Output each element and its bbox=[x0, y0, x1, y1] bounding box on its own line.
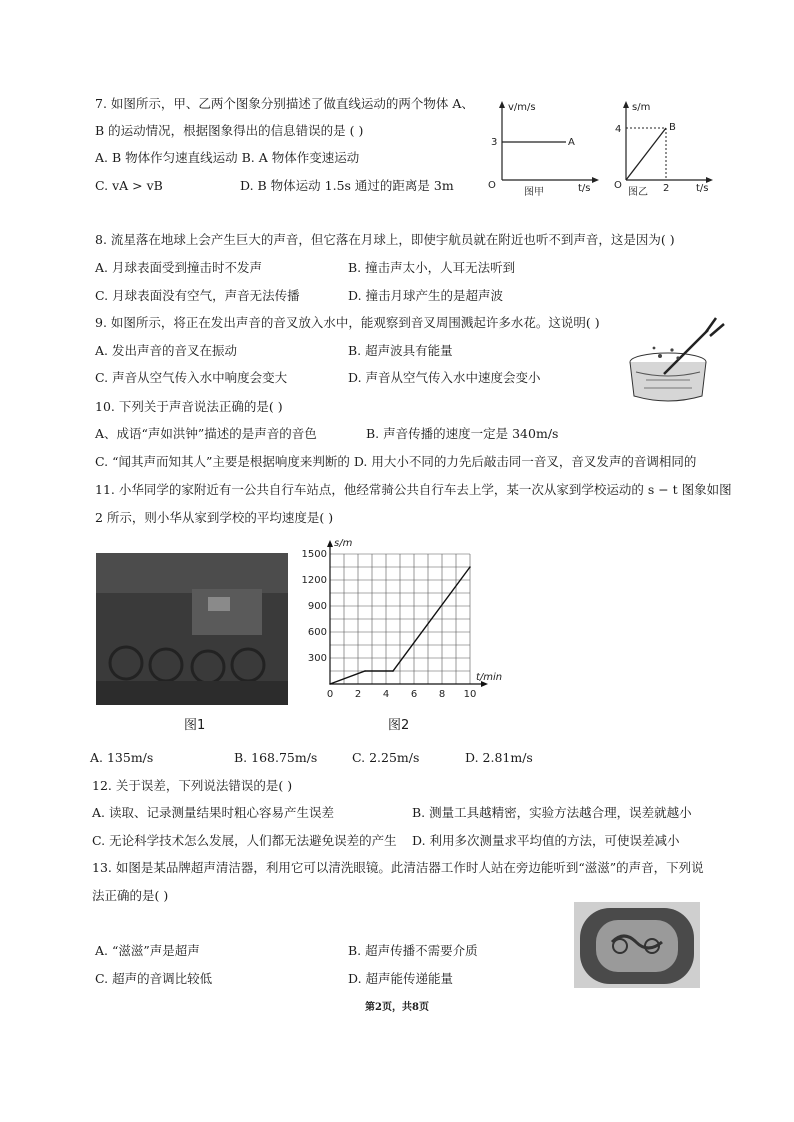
graph-jia-y-arrow bbox=[499, 101, 505, 108]
x-tick-label: 4 bbox=[382, 689, 390, 700]
st-data-point bbox=[392, 670, 394, 672]
st-data-point bbox=[469, 566, 471, 568]
graph-yi-line-b bbox=[626, 128, 666, 180]
q8-option-d: D. 撞击月球产生的是超声波 bbox=[348, 288, 504, 303]
graph-yi-caption: 图乙 bbox=[628, 187, 648, 198]
graph-yi-y-arrow bbox=[623, 101, 629, 108]
graph-jia-caption: 图甲 bbox=[524, 187, 544, 198]
graph-yi-point-label: B bbox=[669, 122, 676, 133]
q13-option-b: B. 超声传播不需要介质 bbox=[348, 943, 478, 958]
tuning-fork-prongs bbox=[706, 318, 724, 336]
st-data-point bbox=[364, 670, 366, 672]
q12-stem: 12. 关于误差，下列说法错误的是( ) bbox=[92, 778, 293, 793]
q11-stem-line1: 11. 小华同学的家附近有一公共自行车站点，他经常骑公共自行车去上学，某一次从家到学校运动的 s − t 图象如图 bbox=[95, 482, 732, 497]
beaker-body bbox=[630, 362, 706, 401]
x-tick-label: 0 bbox=[326, 689, 334, 700]
y-tick-label: 1500 bbox=[301, 549, 327, 560]
tuning-fork-water-illustration bbox=[620, 310, 730, 405]
page-footer: 第2页，共8页 bbox=[365, 1002, 429, 1013]
q13-option-d: D. 超声能传递能量 bbox=[348, 971, 454, 986]
graph-yi-ytick: 4 bbox=[615, 124, 622, 135]
q13-option-a: A. “滋滋”声是超声 bbox=[95, 943, 200, 958]
q7-option-d: D. B 物体运动 1.5s 通过的距离是 3m bbox=[240, 178, 454, 193]
q9-option-a: A. 发出声音的音叉在振动 bbox=[95, 343, 237, 358]
y-axis-label: s/m bbox=[334, 538, 353, 549]
graph-jia-xlabel: t/s bbox=[578, 183, 591, 194]
cleaner-tank bbox=[596, 920, 678, 972]
y-tick-label: 600 bbox=[307, 627, 327, 638]
q12-option-d: D. 利用多次测量求平均值的方法，可使误差减小 bbox=[412, 833, 680, 848]
q7-option-c: C. vA > vB bbox=[95, 178, 163, 193]
q8-stem: 8. 流星落在地球上会产生巨大的声音，但它落在月球上，即使宇航员就在附近也听不到声音，这是因为( ) bbox=[95, 232, 675, 247]
y-tick-label: 1200 bbox=[301, 575, 327, 586]
graph-jia-x-arrow bbox=[592, 177, 599, 183]
q12-option-a: A. 读取、记录测量结果时粗心容易产生误差 bbox=[92, 805, 334, 820]
q11-option-b: B. 168.75m/s bbox=[234, 750, 318, 765]
ultrasonic-cleaner-photo bbox=[574, 902, 700, 988]
bike-station-photo-art bbox=[96, 553, 288, 705]
q12-option-b: B. 测量工具越精密，实验方法越合理，误差就越小 bbox=[412, 805, 692, 820]
st-graph bbox=[300, 534, 503, 724]
q10-stem: 10. 下列关于声音说法正确的是( ) bbox=[95, 399, 283, 414]
graph-yi-origin: O bbox=[614, 180, 622, 191]
q8-option-a: A. 月球表面受到撞击时不发声 bbox=[95, 260, 262, 275]
splash-drop-1 bbox=[658, 354, 662, 358]
graph-jia-line-label: A bbox=[568, 137, 575, 148]
q9-option-c: C. 声音从空气传入水中响度会变大 bbox=[95, 370, 288, 385]
q7-stem-line1: 7. 如图所示，甲、乙两个图象分别描述了做直线运动的两个物体 A、 bbox=[95, 96, 474, 111]
graph-jia bbox=[482, 98, 602, 198]
q8-option-c: C. 月球表面没有空气，声音无法传播 bbox=[95, 288, 300, 303]
fig2-caption: 图2 bbox=[388, 718, 410, 733]
photo-building bbox=[192, 589, 262, 635]
q11-stem-line2: 2 所示，则小华从家到学校的平均速度是( ) bbox=[95, 510, 334, 525]
graph-yi bbox=[610, 98, 720, 198]
x-tick-label: 8 bbox=[438, 689, 446, 700]
photo-ground bbox=[96, 681, 288, 705]
y-tick-label: 900 bbox=[307, 601, 327, 612]
q13-option-c: C. 超声的音调比较低 bbox=[95, 971, 213, 986]
graph-jia-ytick: 3 bbox=[491, 137, 498, 148]
q9-stem: 9. 如图所示，将正在发出声音的音叉放入水中，能观察到音叉周围溅起许多水花。这说明( ) bbox=[95, 315, 600, 330]
y-tick-label: 300 bbox=[307, 653, 327, 664]
splash-drop-3 bbox=[653, 347, 656, 350]
graph-jia-origin: O bbox=[488, 180, 496, 191]
y-axis-arrow bbox=[327, 540, 333, 547]
q10-option-a: A、成语“声如洪钟”描述的是声音的音色 bbox=[95, 426, 317, 441]
photo-car bbox=[208, 597, 230, 611]
fig1-caption: 图1 bbox=[184, 718, 206, 733]
q8-option-b: B. 撞击声太小，人耳无法听到 bbox=[348, 260, 516, 275]
q11-option-a: A. 135m/s bbox=[90, 750, 154, 765]
q13-stem-line2: 法正确的是( ) bbox=[92, 888, 169, 903]
st-data-point bbox=[329, 683, 331, 685]
x-tick-label: 2 bbox=[354, 689, 362, 700]
x-tick-label: 10 bbox=[463, 689, 477, 700]
q9-option-d: D. 声音从空气传入水中速度会变小 bbox=[348, 370, 541, 385]
q13-stem-line1: 13. 如图是某品牌超声清洁器，利用它可以清洗眼镜。此清洁器工作时人站在旁边能听到“滋滋”的声音，下列说 bbox=[92, 860, 704, 875]
q10-option-cd: C. “闻其声而知其人”主要是根据响度来判断的 D. 用大小不同的力先后敲击同一音叉，音叉发声的音调相同的 bbox=[95, 454, 697, 469]
graph-jia-ylabel: v/m/s bbox=[508, 102, 536, 113]
photo-upper-tone bbox=[96, 553, 288, 593]
splash-drop-2 bbox=[670, 348, 673, 351]
ultrasonic-cleaner-art bbox=[574, 902, 700, 988]
x-axis-label: t/min bbox=[476, 672, 503, 683]
graph-yi-ylabel: s/m bbox=[632, 102, 651, 113]
x-tick-label: 6 bbox=[410, 689, 418, 700]
q7-stem-line2: B 的运动情况，根据图象得出的信息错误的是 ( ) bbox=[95, 123, 364, 138]
splash-drop-4 bbox=[676, 356, 679, 359]
q12-option-c: C. 无论科学技术怎么发展，人们都无法避免误差的产生 bbox=[92, 833, 397, 848]
q11-option-c: C. 2.25m/s bbox=[352, 750, 420, 765]
bike-station-photo bbox=[96, 553, 288, 705]
q7-option-ab: A. B 物体作匀速直线运动 B. A 物体作变速运动 bbox=[95, 150, 360, 165]
q9-option-b: B. 超声波具有能量 bbox=[348, 343, 453, 358]
q11-option-d: D. 2.81m/s bbox=[465, 750, 533, 765]
q10-option-b: B. 声音传播的速度一定是 340m/s bbox=[366, 426, 559, 441]
graph-yi-xtick: 2 bbox=[663, 183, 670, 194]
graph-yi-xlabel: t/s bbox=[696, 183, 709, 194]
